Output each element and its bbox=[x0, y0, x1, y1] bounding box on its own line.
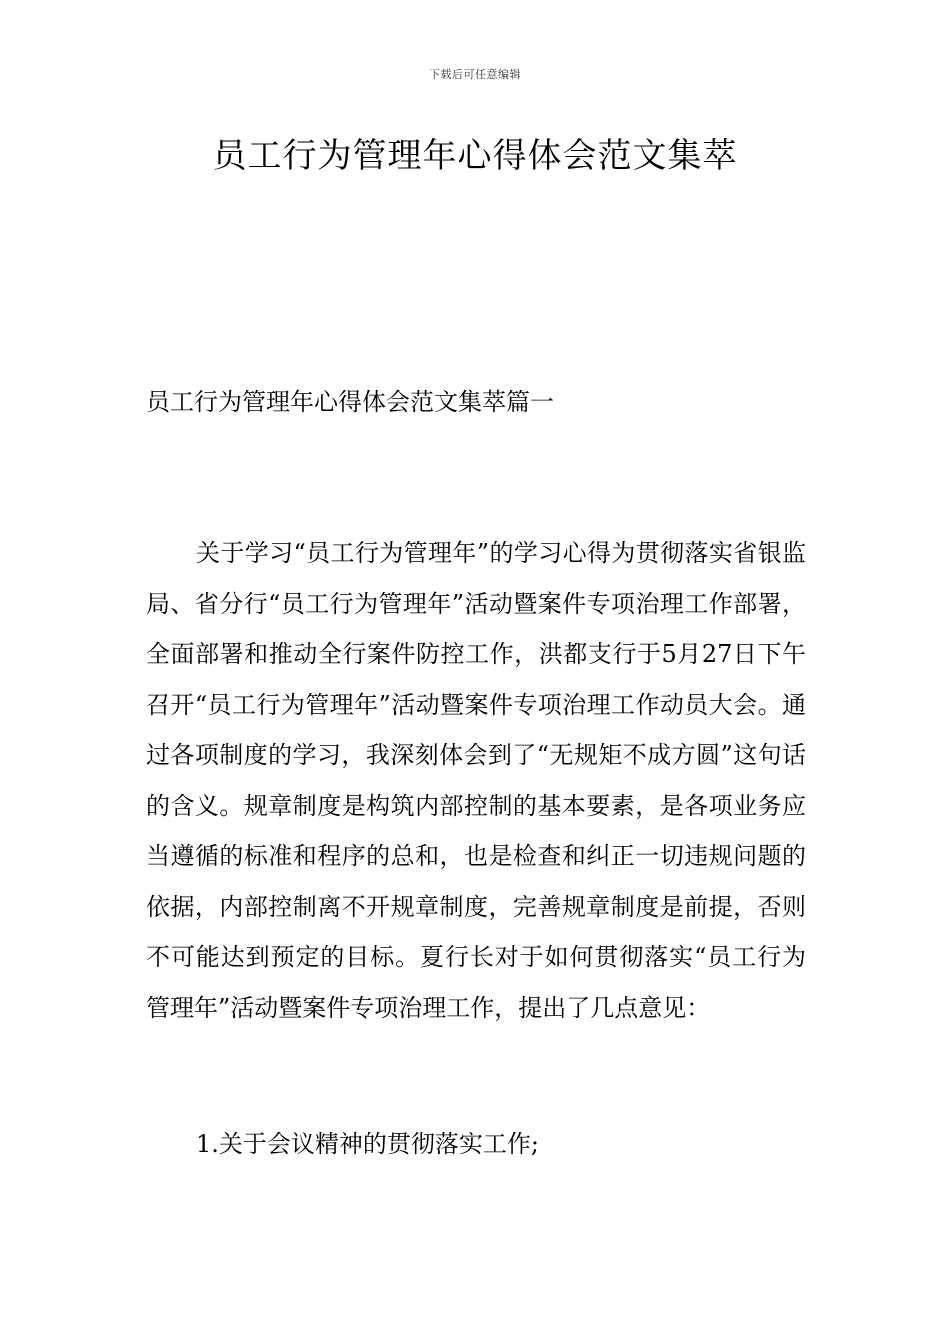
document-title: 员工行为管理年心得体会范文集萃 bbox=[212, 136, 738, 176]
section-heading: 员工行为管理年心得体会范文集萃篇一 bbox=[146, 388, 554, 416]
body-paragraph: 关于学习“员工行为管理年”的学习心得为贯彻落实省银监局、省分行“员工行为管理年”活动暨案件专项治理工作部署，全面部署和推动全行案件防控工作，洪都支行于5月27日下午召开“员工行为管理年”活动暨案件专项治理工作动员大会。通过各项制度的学习，我深刻体会到了“无规矩不成方圆”这句话的含义。规章制度是构筑内部控制的基本要素，是各项业务应当遵循的标准和程序的总和，也是检查和纠正一切违规问题的依据，内部控制离不开规章制度，完善规章制度是前提，否则不可能达到预定的目标。夏行长对于如何贯彻落实“员工行为管理年”活动暨案件专项治理工作，提出了几点意见： bbox=[146, 539, 806, 1022]
list-item: 1.关于会议精神的贯彻落实工作; bbox=[196, 1130, 539, 1158]
header-note: 下载后可任意编辑 bbox=[429, 68, 521, 81]
